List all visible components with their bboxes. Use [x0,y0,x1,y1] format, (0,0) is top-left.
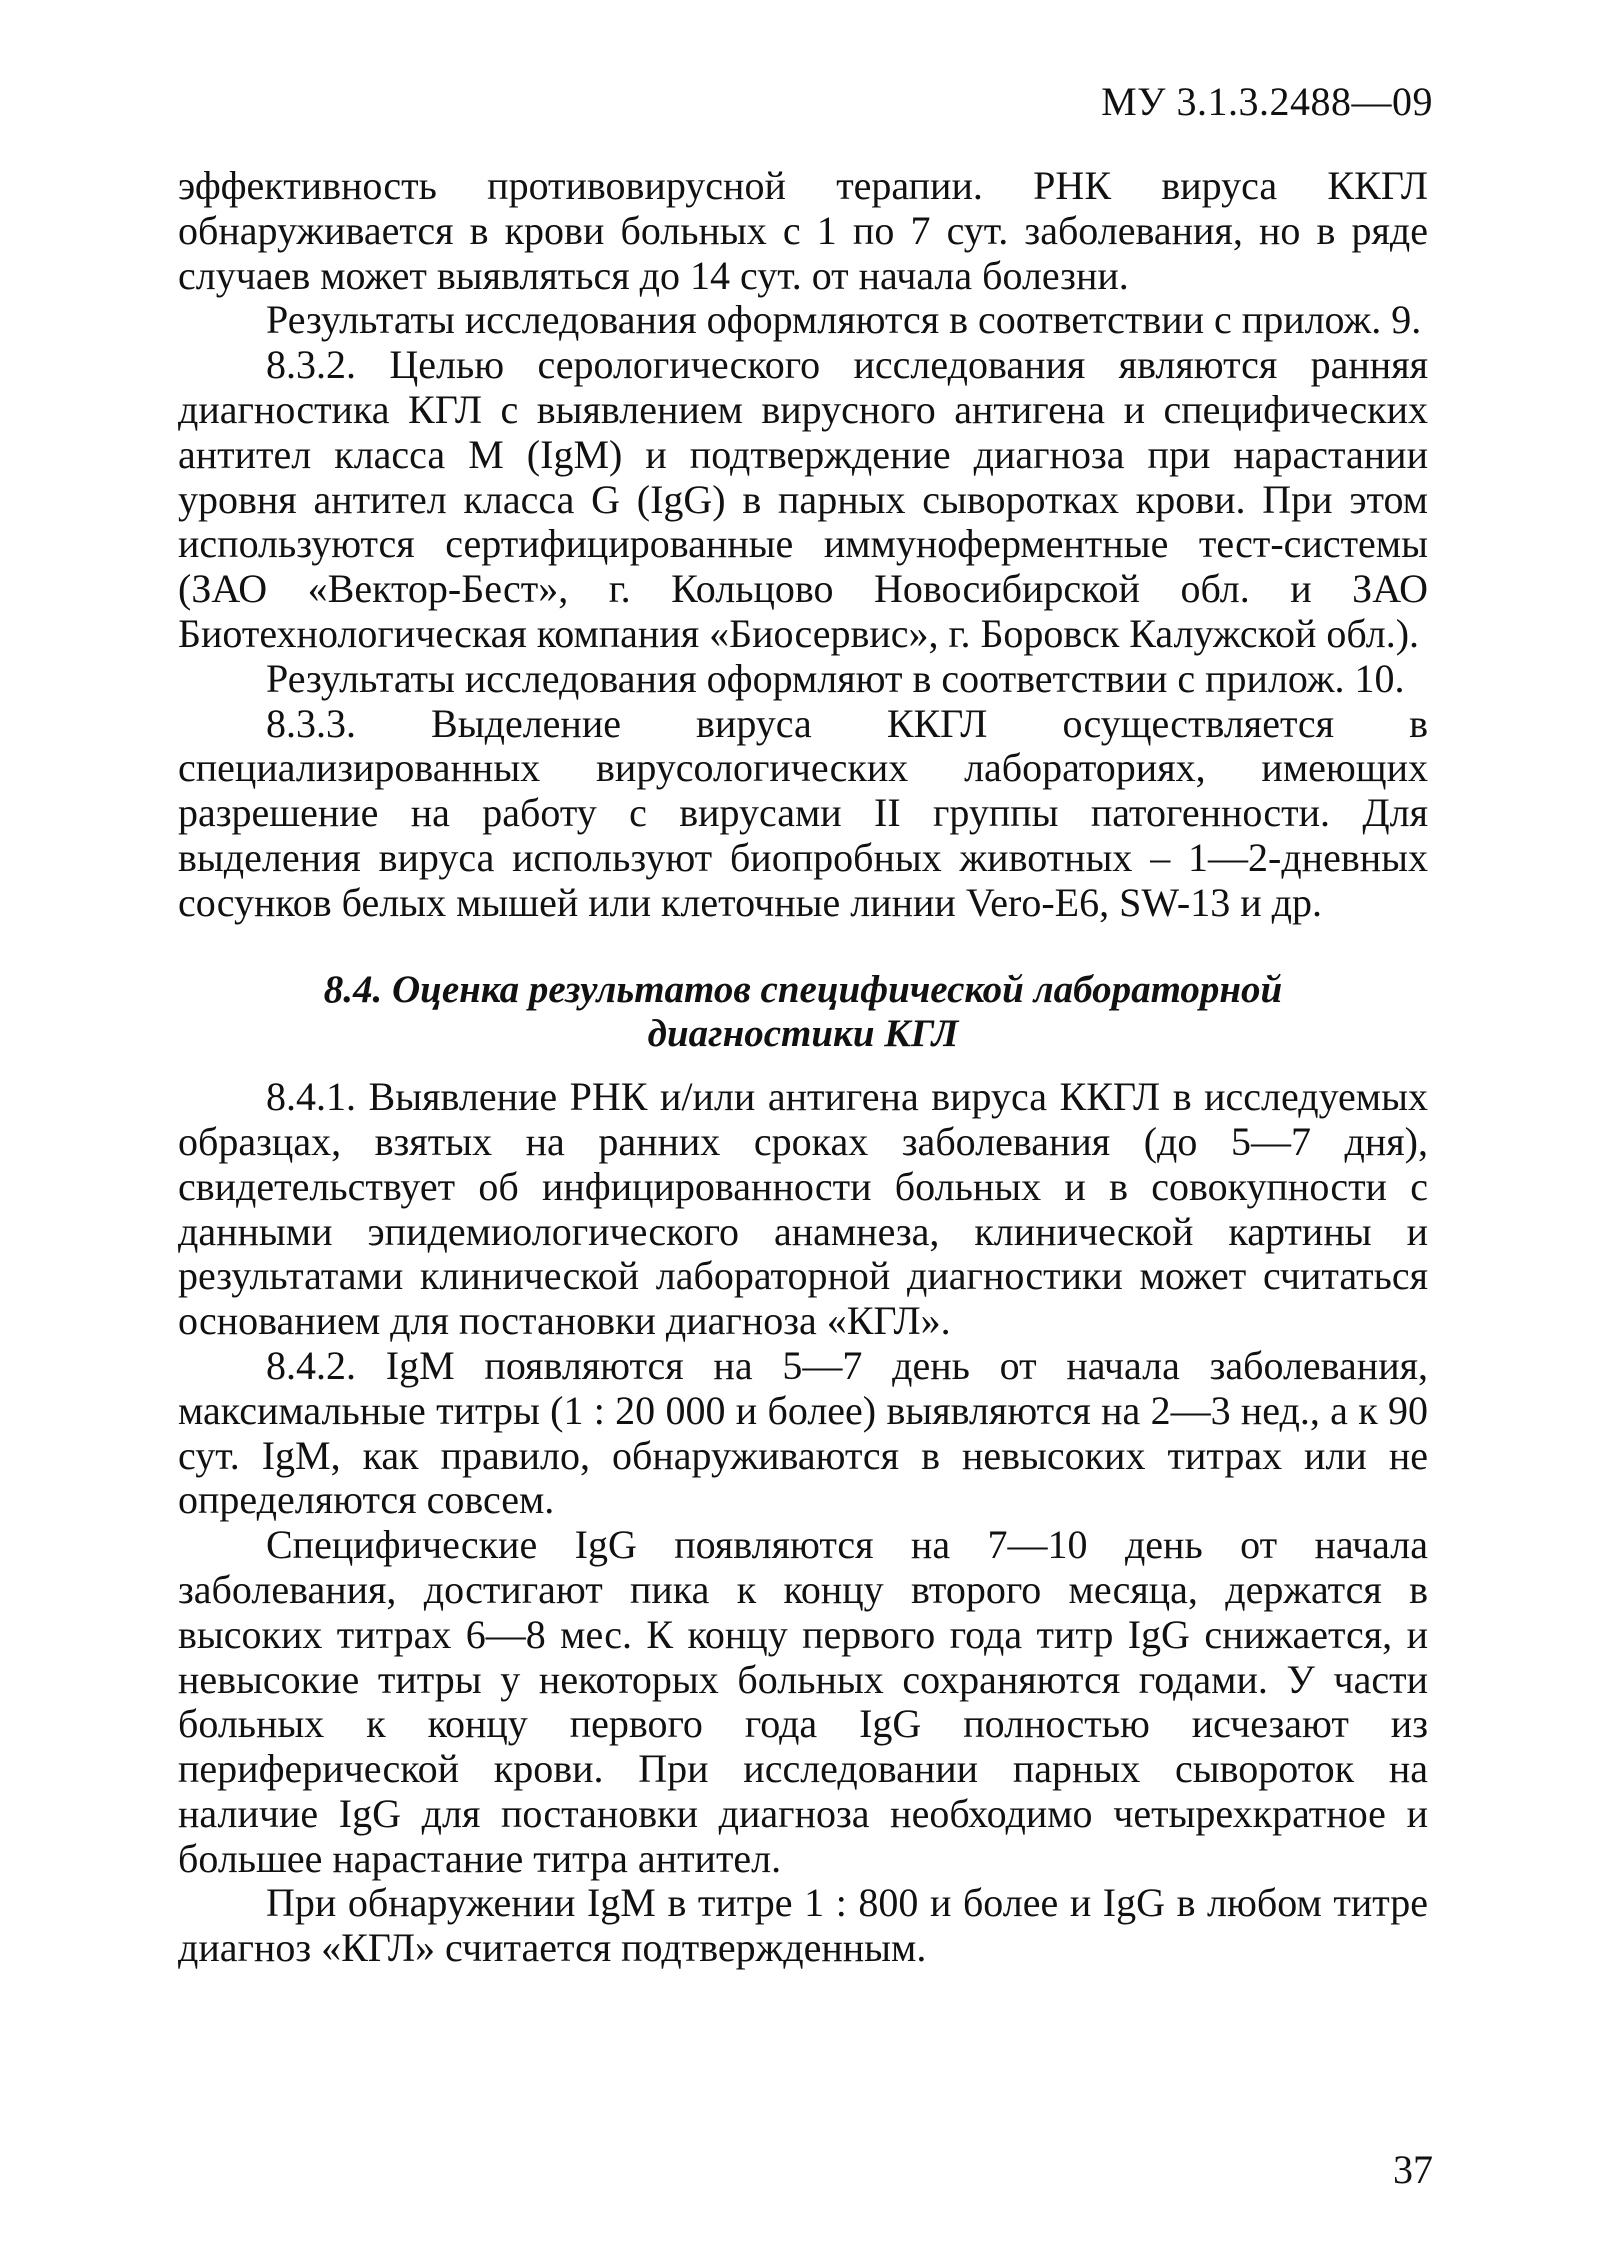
document-code-header: МУ 3.1.3.2488—09 [1101,79,1433,124]
paragraph-8-4-1: 8.4.1. Выявление РНК и/или антигена вируса ККГЛ в исследуемых образцах, взятых на ранних сроках заболевания (до 5—7 дня), свидетельствует об инфицированности больных и в совокупности с данными эпидемиологического анамнеза, клинической картины и результатами клинической лабораторной диагностики может считаться основанием для постановки диагноза «КГЛ». [178,1074,1428,1344]
paragraph-igg: Специфические IgG появляются на 7—10 день от начала заболевания, достигают пика к концу второго месяца, держатся в высоких титрах 6—8 мес. К концу первого года титр IgG снижается, и невысокие титры у некоторых больных сохраняются годами. У части больных к концу первого года IgG полностью исчезают из периферической крови. При исследовании парных сывороток на наличие IgG для постановки диагноза необходимо четырехкратное и большее нарастание титра антител. [178,1522,1428,1881]
paragraph-continuation: эффективность противовирусной терапии. РНК вируса ККГЛ обнаруживается в крови больных с 1 по 7 сут. заболевания, но в ряде случаев может выявляться до 14 сут. от начала болезни. [178,163,1428,298]
section-heading-line-1: 8.4. Оценка результатов специфической лабораторной [323,967,1283,1011]
paragraph-diagnosis-confirmed: При обнаружении IgM в титре 1 : 800 и более и IgG в любом титре диагноз «КГЛ» считается подтвержденным. [178,1880,1428,1971]
section-heading-line-2: диагностики КГЛ [647,1012,959,1056]
page-body [178,164,1428,1971]
paragraph-8-3-3: 8.3.3. Выделение вируса ККГЛ осуществляется в специализированных вирусологических лабораториях, имеющих разрешение на работу с вирусами II группы патогенности. Для выделения вируса используют биопробных животных – 1—2-дневных сосунков белых мышей или клеточные линии Vero-E6, SW-13 и др. [178,700,1428,925]
paragraph-results-appendix-10: Результаты исследования оформляют в соответствии с прилож. 10. [266,655,1405,701]
page-number: 37 [1393,2147,1433,2192]
paragraph-8-4-2: 8.4.2. IgM появляются на 5—7 день от начала заболевания, максимальные титры (1 : 20 000 и более) выявляются на 2—3 нед., а к 90 сут. IgM, как правило, обнаруживаются в невысоких титрах или не определяются совсем. [178,1342,1428,1523]
paragraph-8-3-2: 8.3.2. Целью серологического исследования являются ранняя диагностика КГЛ с выявлением вирусного антигена и специфических антител класса М (IgM) и подтверждение диагноза при нарастании уровня антител класса G (IgG) в парных сыворотках крови. При этом используются сертифицированные иммуноферментные тест-системы (ЗАО «Вектор-Бест», г. Кольцово Новосибирской обл. и ЗАО Биотехнологическая компания «Биосервис», г. Боровск Калужской обл.). [178,342,1428,656]
section-heading-8-4 [178,968,1428,1058]
paragraph-results-appendix-9: Результаты исследования оформляются в соответствии с прилож. 9. [266,297,1422,343]
